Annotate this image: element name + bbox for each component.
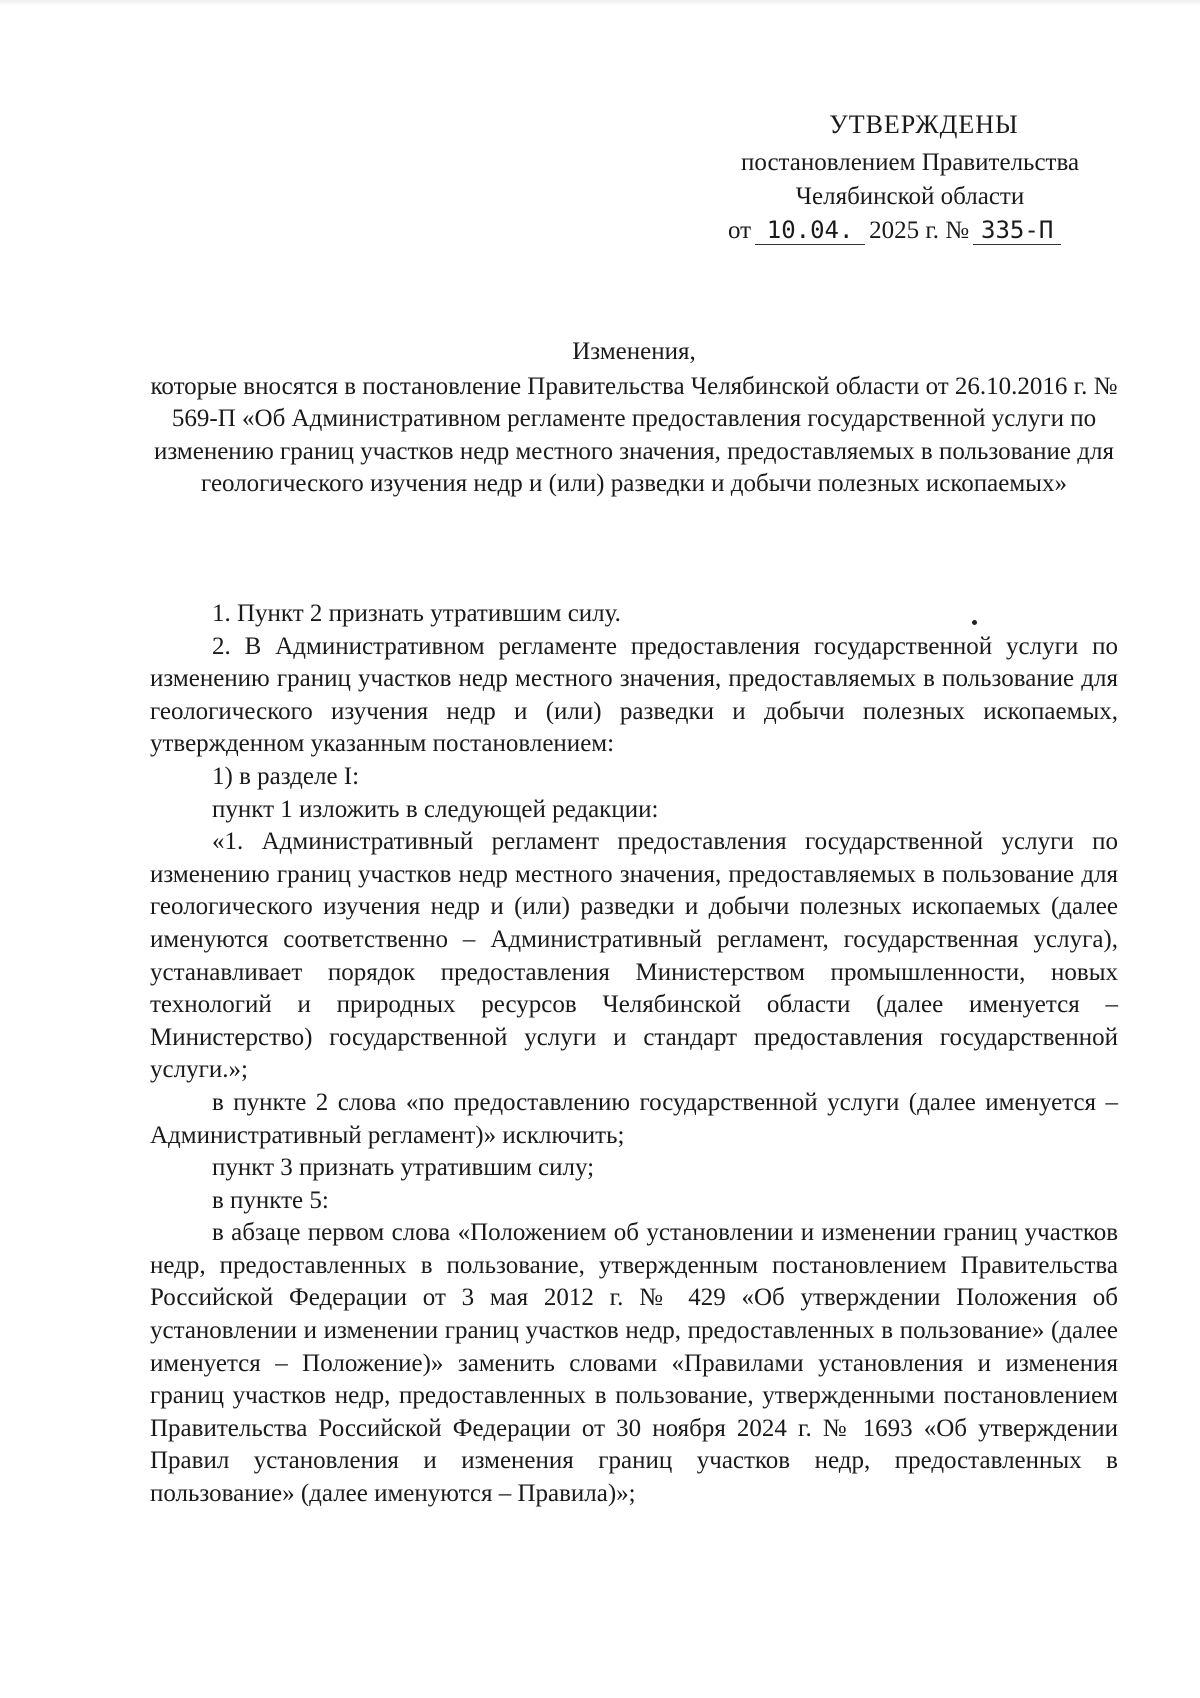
scan-edge — [0, 0, 1200, 6]
paragraph: пункт 3 признать утратившим силу; — [212, 1154, 595, 1182]
paragraph: «1. Административный регламент предоставления государственной услуги по изменению границ участков недр местного значения, предоставляемых в пользование для геологического изучения недр и (или) разведки и добычи полезных ископаемых (далее именуются соответственно – Административный регламент, государственная услуга), устанавливает порядок предоставления Министерством промышленности, новых технологий и природных ресурсов Челябинской области (далее именуется – Министерство) государственной услуги и стандарт предоставления государственной услуги.»; — [150, 828, 1118, 1084]
approval-stamp-block — [700, 108, 1120, 248]
approval-title: УТВЕРЖДЕНЫ — [829, 110, 1019, 139]
number-field: 335-П — [973, 216, 1061, 245]
paragraph: 1. Пункт 2 признать утратившим силу. — [212, 600, 621, 627]
paragraph: 2. В Административном регламенте предоставления государственной услуги по изменению границ участков недр местного значения, предоставляемых в пользование для геологического изучения недр и (или) разведки и добычи полезных ископаемых, утвержденном указанным постановлением: — [150, 632, 1118, 758]
from-label: от — [728, 217, 752, 244]
approval-line-2: Челябинской области — [795, 183, 1025, 210]
paragraph: в абзаце первом слова «Положением об установлении и изменении границ участков недр, предоставленных в пользование, утвержденным постановлением Правительства Российской Федерации от 3 мая 2012 г. № 429 «Об утверждении Положения об установлении и изменении границ участков недр, предоставленных в пользование» (далее именуется – Положение)» заменить словами «Правилами установления и изменения границ участков недр, предоставленных в пользование, утвержденными постановлением Правительства Российской Федерации от 30 ноября 2024 г. № 1693 «Об утверждении Правил установления и изменения границ участков недр, предоставленных в пользование» (далее именуются – Правила)»; — [150, 1219, 1118, 1508]
document-body — [150, 598, 1118, 1511]
paragraph: в пункте 5: — [212, 1186, 329, 1214]
paragraph: пункт 1 изложить в следующей редакции: — [212, 795, 659, 823]
approval-line-1: постановлением Правительства — [740, 149, 1080, 176]
date-field: 10.04. — [755, 216, 865, 245]
heading-subtitle: которые вносятся в постановление Правительства Челябинской области от 26.10.2016 г. № 569-П «Об Административном регламенте предоставления государственной услуги по изменению границ участков недр местного значения, предоставляемых в пользование для геологического изучения недр и (или) разведки и добычи полезных ископаемых» — [150, 372, 1118, 498]
document-heading — [150, 336, 1118, 501]
heading-title: Изменения, — [572, 338, 696, 365]
year-text: 2025 г. № — [869, 217, 970, 244]
approval-date-line — [700, 214, 1120, 248]
paragraph: 1) в разделе I: — [212, 762, 360, 790]
paragraph: в пункте 2 слова «по предоставлению государственной услуги (далее именуется – Административный регламент)» исключить; — [150, 1088, 1118, 1149]
